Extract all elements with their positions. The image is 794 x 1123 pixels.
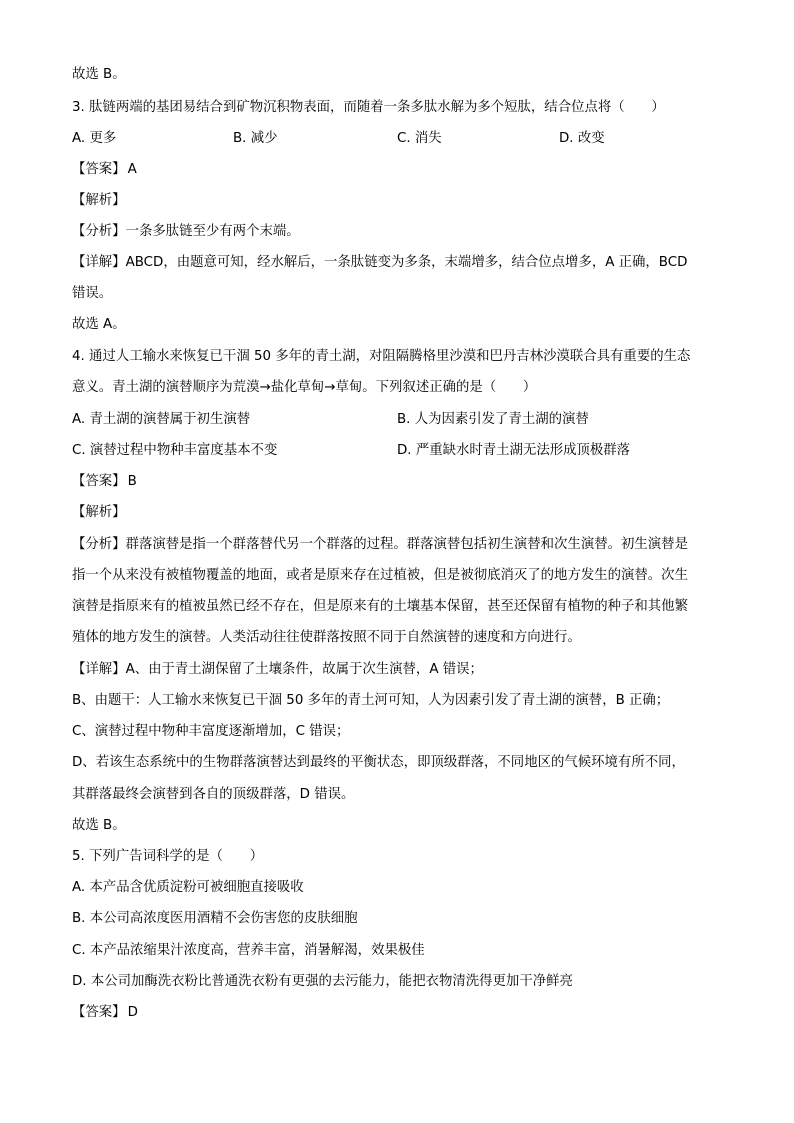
q5-option-a: A. 本产品含优质淀粉可被细胞直接吸收 — [72, 880, 304, 895]
q3-analysis-tag: 【解析】 — [72, 193, 126, 208]
q4-analysis-tag: 【解析】 — [72, 505, 126, 520]
q4-answer: B — [127, 474, 137, 489]
q4-option-a: A. 青土湖的演替属于初生演替 — [72, 412, 251, 427]
q3-answer: A — [127, 162, 137, 177]
q3-xiangjie-text-1: ABCD，由题意可知，经水解后，一条肽链变为多条，末端增多，结合位点增多，A 正确，BCD — [125, 255, 688, 270]
q5-answer: D — [127, 1005, 138, 1020]
q5-stem: 5. 下列广告词科学的是（ ） — [72, 849, 264, 864]
answer-tag: 【答案】 — [72, 162, 126, 177]
q3-conclusion: 故选 A。 — [72, 317, 126, 332]
q4-xiangjie-line-d2: 其群落最终会演替到各自的顶级群落，D 错误。 — [72, 787, 355, 802]
q3-option-c: C. 消失 — [397, 131, 442, 146]
q3-stem: 3. 肽链两端的基团易结合到矿物沉积物表面，而随着一条多肽水解为多个短肽，结合位点将（ ） — [72, 100, 665, 115]
q3-option-a: A. 更多 — [72, 131, 117, 146]
q4-xiangjie-text-a: A、由于青土湖保留了土壤条件，故属于次生演替，A 错误； — [125, 662, 483, 677]
q4-fenxi-line-3: 演替是指原来有的植被虽然已经不存在，但是原来有的土壤基本保留，甚至还保留有植物的种子和其他繁 — [72, 599, 688, 614]
q4-fenxi-line-4: 殖体的地方发生的演替。人类活动往往使群落按照不同于自然演替的速度和方向进行。 — [72, 630, 581, 645]
q4-xiangjie-line-d1: D、若该生态系统中的生物群落演替达到最终的平衡状态，即顶级群落，不同地区的气候环境有所不同， — [72, 755, 685, 770]
xiangjie-tag: 【详解】 — [72, 662, 126, 677]
q5-option-c: C. 本产品浓缩果汁浓度高，营养丰富，消暑解渴，效果极佳 — [72, 943, 425, 958]
q3-option-b: B. 减少 — [233, 131, 278, 146]
q3-answer-line — [72, 160, 137, 180]
q3-fenxi-line — [72, 222, 300, 242]
q4-conclusion: 故选 B。 — [72, 818, 126, 833]
q4-fenxi-text-1: 群落演替是指一个群落替代另一个群落的过程。群落演替包括初生演替和次生演替。初生演替是 — [125, 537, 688, 552]
q5-option-b: B. 本公司高浓度医用酒精不会伤害您的皮肤细胞 — [72, 911, 358, 926]
q3-xiangjie-line-2: 错误。 — [72, 286, 113, 301]
q4-fenxi-line-1 — [72, 535, 688, 555]
conclusion-prev: 故选 B。 — [72, 67, 126, 82]
q5-option-d: D. 本公司加酶洗衣粉比普通洗衣粉有更强的去污能力，能把衣物清洗得更加干净鲜亮 — [72, 974, 573, 989]
q4-option-b: B. 人为因素引发了青土湖的演替 — [397, 412, 589, 427]
q4-option-d: D. 严重缺水时青土湖无法形成顶极群落 — [397, 443, 631, 458]
q3-xiangjie-line-1 — [72, 253, 687, 273]
q4-stem-1: 4. 通过人工输水来恢复已干涸 50 多年的青土湖，对阻隔腾格里沙漠和巴丹吉林沙漠联合具有重要的生态 — [72, 349, 691, 364]
q5-answer-line — [72, 1003, 138, 1023]
q4-xiangjie-line-a — [72, 660, 483, 680]
fenxi-tag: 【分析】 — [72, 537, 126, 552]
q4-option-c: C. 演替过程中物种丰富度基本不变 — [72, 443, 278, 458]
xiangjie-tag: 【详解】 — [72, 255, 126, 270]
q4-fenxi-line-2: 指一个从来没有被植物覆盖的地面，或者是原来存在过植被，但是被彻底消灭了的地方发生的演替。次生 — [72, 568, 688, 583]
q4-xiangjie-line-c: C、演替过程中物种丰富度逐渐增加，C 错误； — [72, 724, 350, 739]
q3-option-d: D. 改变 — [559, 131, 605, 146]
q3-fenxi-text: 一条多肽链至少有两个末端。 — [125, 224, 300, 239]
q4-xiangjie-line-b: B、由题干：人工输水来恢复已干涸 50 多年的青土河可知，人为因素引发了青土湖的演替，B 正确； — [72, 693, 670, 708]
q4-stem-2: 意义。青土湖的演替顺序为荒漠→盐化草甸→草甸。下列叙述正确的是（ ） — [72, 380, 537, 395]
fenxi-tag: 【分析】 — [72, 224, 126, 239]
answer-tag: 【答案】 — [72, 1005, 126, 1020]
answer-tag: 【答案】 — [72, 474, 126, 489]
q4-answer-line — [72, 472, 137, 492]
